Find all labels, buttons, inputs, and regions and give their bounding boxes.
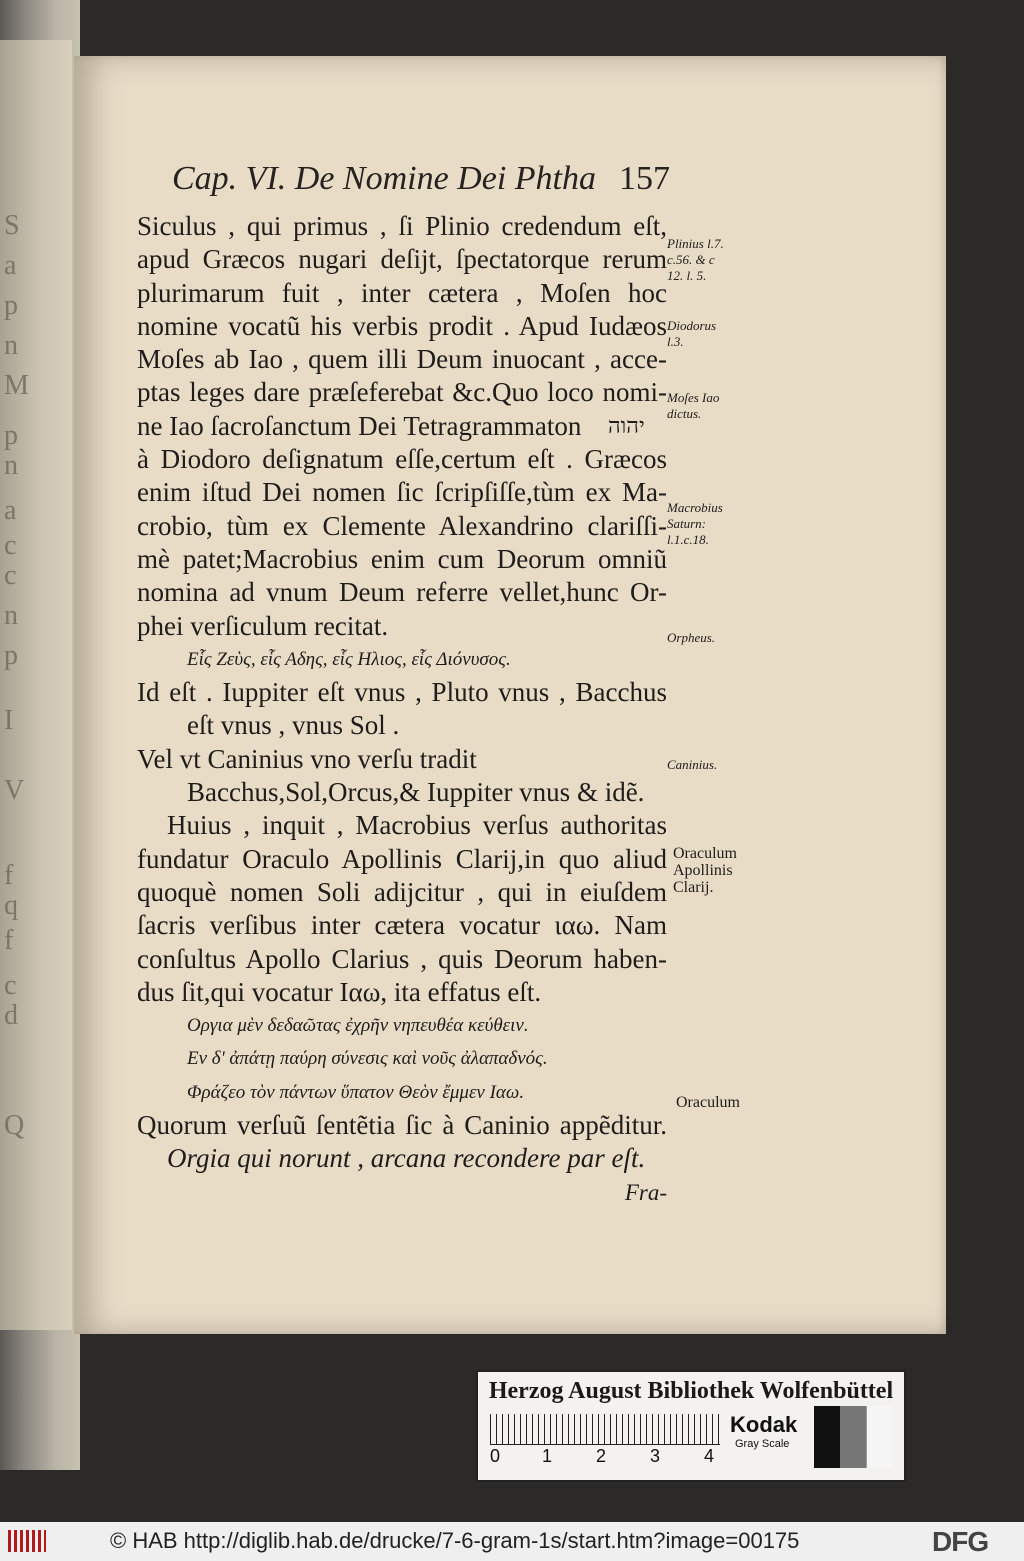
greek-verse-line: Εν δ' ἀπάτῃ παύρη σύνεσις καὶ νοῦς ἀλαπαδνός. — [187, 1048, 548, 1070]
margin-note-oraculum-apollinis: Oraculum Apollinis Clarij. — [673, 845, 737, 896]
running-head — [172, 160, 670, 198]
dfg-logo: DFG — [932, 1526, 989, 1557]
text-line: Moſes ab Iao , quem illi Deum inuocant , acce- — [137, 344, 667, 375]
catchword: Fra- — [624, 1179, 667, 1205]
text-line: eſt vnus , vnus Sol . — [187, 710, 400, 741]
text-line: nomine vocatũ his verbis prodit . Apud Iudæos — [137, 310, 667, 341]
text-line: plurimarum fuit , inter cætera , Moſen hoc — [137, 277, 667, 308]
text-line: apud Græcos nugari deſijt, ſpectatorque rerum — [137, 244, 667, 275]
margin-note-caninius: Caninius. — [667, 757, 718, 772]
text-line: dus ſit,qui vocatur Ιαω, ita effatus eſt. — [137, 976, 542, 1007]
library-color-target: Herzog August Bibliothek Wolfenbüttel 0 1 2 3 4 Kodak Gray Scale — [476, 1370, 906, 1482]
hab-logo-icon — [8, 1530, 46, 1552]
text-line: Bacchus,Sol,Orcus,& Iuppiter vnus & idẽ. — [187, 777, 645, 808]
page-number: 157 — [619, 160, 670, 197]
source-url[interactable]: © HAB http://diglib.hab.de/drucke/7-6-gram-1s/start.htm?image=00175 — [110, 1528, 800, 1553]
text-line: conſultus Apollo Clarius , quis Deorum haben- — [137, 943, 667, 974]
margin-note-oraculum: Oraculum — [676, 1094, 740, 1111]
text-line: phei verſiculum recitat. — [137, 610, 389, 641]
library-name: Herzog August Bibliothek Wolfenbüttel — [488, 1378, 894, 1404]
text-line: fundatur Oraculo Apollinis Clarij,in quo aliud — [137, 843, 667, 874]
margin-note-macrobius: Macrobius Saturn: l.1.c.18. — [667, 500, 723, 547]
gray-swatch-white — [866, 1406, 893, 1468]
scale-ruler — [490, 1414, 720, 1445]
text-line: Id eſt . Iuppiter eſt vnus , Pluto vnus , Bacchus — [137, 677, 667, 708]
text-line: crobio, tùm ex Clemente Alexandrino clariſſi- — [137, 510, 667, 541]
greek-verse-line: Φράζεο τὸν πάντων ὕπατον Θεὸν ἔμμεν Ιαω. — [187, 1081, 525, 1103]
kodak-brand: Kodak — [730, 1412, 798, 1437]
previous-page-edge: S a p n M p n a c c n p I V f q f c d Q — [0, 40, 72, 1330]
greek-verse-line: Εἷς Ζεὺς, εἷς Αδης, εἷς Ηλιος, εἷς Διόνυσος. — [187, 648, 511, 670]
text-line: mè patet;Macrobius enim cum Deorum omniũ — [137, 543, 667, 574]
text-line: ne Iao ſacroſanctum Dei Tetragrammaton — [137, 410, 582, 441]
margin-note-plinius: Plinius l.7. c.56. & c 12. l. 5. — [667, 236, 724, 283]
gray-swatch-mid — [840, 1406, 866, 1468]
text-line: Orgia qui norunt , arcana recondere par eſt. — [167, 1143, 646, 1174]
main-text-block — [137, 210, 667, 1209]
margin-note-moses-iao: Moſes Iao dictus. — [667, 390, 720, 421]
hebrew-tetragrammaton: יהוה — [608, 414, 645, 439]
running-head-title: Cap. VI. De Nomine Dei Phtha — [172, 160, 596, 197]
text-line: ſacris verſibus inter cætera vocatur ιαω. Nam — [137, 910, 667, 941]
margin-note-orpheus: Orpheus. — [667, 630, 716, 645]
greek-verse-line: Οργια μὲν δεδαῶτας ἐχρῆν νηπευθέα κεύθειν. — [187, 1015, 529, 1037]
gray-swatch-black — [814, 1406, 840, 1468]
text-line: ptas leges dare præſeferebat &c.Quo loco nomi- — [137, 377, 667, 408]
viewer-footer — [0, 1522, 1024, 1561]
text-line: Huius , inquit , Macrobius verſus authoritas — [167, 810, 667, 841]
margin-note-diodorus: Diodorus l.3. — [667, 318, 717, 349]
text-line: enim iſtud Dei nomen ſic ſcripſiſſe,tùm ex Ma- — [137, 477, 667, 508]
text-line: Quorum verſuũ ſentẽtia ſic à Caninio appẽditur. — [137, 1110, 667, 1141]
gray-scale-label: Gray Scale — [735, 1438, 790, 1450]
text-line: Vel vt Caninius vno verſu tradit — [137, 743, 477, 774]
text-line: quoquè nomen Soli adijcitur , qui in eiuſdem — [137, 876, 667, 907]
text-line: nomina ad vnum Deum referre vellet,hunc Or- — [137, 577, 667, 608]
text-line: à Diodoro deſignatum eſſe,certum eſt . Græcos — [137, 444, 667, 475]
text-line: Siculus , qui primus , ſi Plinio credendum eſt, — [137, 211, 667, 241]
